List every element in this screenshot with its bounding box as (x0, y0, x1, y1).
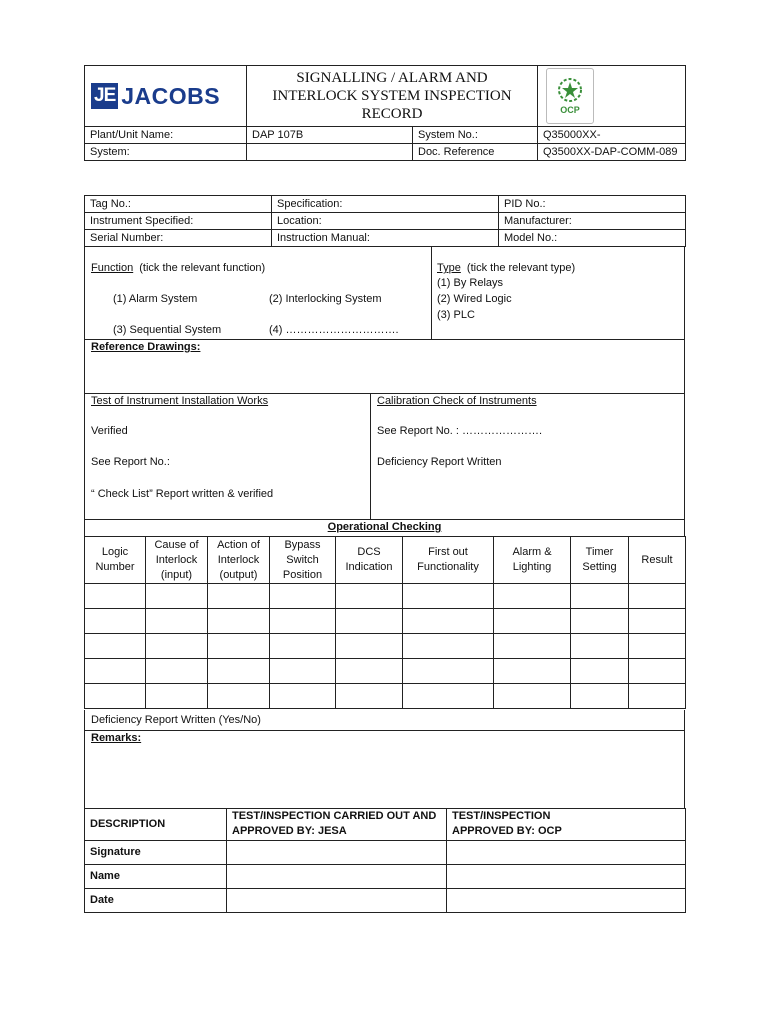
title-line-1: SIGNALLING / ALARM AND (296, 70, 488, 86)
table-cell[interactable] (208, 659, 270, 684)
calibration-deficiency: Deficiency Report Written (377, 456, 502, 468)
jacobs-logo-cell (85, 66, 247, 127)
table-row (85, 684, 686, 709)
type-title: Type (437, 262, 461, 274)
pid-no-field: PID No.: (499, 196, 686, 213)
table-cell[interactable] (85, 609, 146, 634)
signoff-table (84, 808, 686, 913)
table-cell[interactable] (571, 659, 629, 684)
table-cell[interactable] (629, 634, 686, 659)
type-heading (437, 262, 575, 274)
table-cell[interactable] (571, 584, 629, 609)
deficiency-report-row (84, 710, 685, 731)
installation-see-report: See Report No.: (91, 456, 170, 468)
table-cell[interactable] (494, 584, 571, 609)
table-cell[interactable] (85, 634, 146, 659)
serial-number-field: Serial Number: (85, 230, 272, 247)
ocp-signature-cell[interactable] (447, 840, 686, 864)
table-cell[interactable] (336, 659, 403, 684)
system-no-value: Q35000XX- (538, 127, 686, 144)
table-row (85, 659, 686, 684)
calibration-title: Calibration Check of Instruments (377, 395, 537, 407)
col-action-of-interlock: Action of Interlock (output) (208, 537, 270, 584)
col-dcs-indication: DCS Indication (336, 537, 403, 584)
specification-field: Specification: (272, 196, 499, 213)
doc-reference-value: Q3500XX-DAP-COMM-089 (538, 144, 686, 161)
function-option-4: (4) …………………………. (269, 324, 399, 336)
operational-table (84, 536, 686, 709)
ocp-approval-header: TEST/INSPECTION APPROVED BY: OCP (447, 808, 686, 840)
table-cell[interactable] (494, 634, 571, 659)
header-table (84, 65, 686, 161)
table-cell[interactable] (146, 609, 208, 634)
installation-checklist: “ Check List” Report written & verified (91, 488, 274, 500)
ocp-logo-text: OCP (560, 105, 580, 115)
installation-calibration-divider (370, 393, 371, 519)
col-cause-of-interlock: Cause of Interlock (input) (146, 537, 208, 584)
operational-title-row (84, 519, 685, 537)
table-cell[interactable] (571, 684, 629, 709)
title-line-2: INTERLOCK SYSTEM INSPECTION (272, 88, 512, 104)
function-section (84, 246, 685, 340)
document-title (247, 66, 538, 127)
ocp-emblem-icon (555, 77, 585, 105)
table-cell[interactable] (403, 609, 494, 634)
table-cell[interactable] (403, 684, 494, 709)
reference-drawings-label: Reference Drawings: (91, 341, 201, 353)
installation-calibration-section (84, 393, 685, 520)
table-cell[interactable] (270, 659, 336, 684)
location-field: Location: (272, 213, 499, 230)
remarks-label: Remarks: (91, 732, 142, 744)
installation-verified: Verified (91, 425, 128, 437)
table-cell[interactable] (146, 659, 208, 684)
table-cell[interactable] (571, 609, 629, 634)
reference-drawings-section (84, 339, 685, 394)
function-hint: (tick the relevant function) (139, 262, 266, 274)
table-cell[interactable] (336, 609, 403, 634)
type-option-2: (2) Wired Logic (437, 293, 512, 305)
table-cell[interactable] (494, 609, 571, 634)
table-cell[interactable] (85, 684, 146, 709)
table-cell[interactable] (403, 659, 494, 684)
col-result: Result (629, 537, 686, 584)
type-option-3: (3) PLC (437, 309, 475, 321)
model-no-field: Model No.: (499, 230, 686, 247)
function-option-3: (3) Sequential System (113, 324, 222, 336)
table-cell[interactable] (208, 634, 270, 659)
jesa-date-cell[interactable] (227, 888, 447, 912)
manufacturer-field: Manufacturer: (499, 213, 686, 230)
table-cell[interactable] (336, 634, 403, 659)
title-line-3: RECORD (361, 106, 423, 122)
date-label: Date (85, 888, 227, 912)
table-row (85, 609, 686, 634)
jacobs-logo-text: JACOBS (121, 82, 221, 109)
table-cell[interactable] (270, 634, 336, 659)
table-cell[interactable] (208, 584, 270, 609)
ocp-name-cell[interactable] (447, 864, 686, 888)
jesa-name-cell[interactable] (227, 864, 447, 888)
col-logic-number: Logic Number (85, 537, 146, 584)
type-hint: (tick the relevant type) (466, 262, 576, 274)
deficiency-report-label: Deficiency Report Written (Yes/No) (91, 714, 261, 726)
remarks-section (84, 730, 685, 809)
system-no-label: System No.: (413, 127, 538, 144)
col-bypass-switch: Bypass Switch Position (270, 537, 336, 584)
table-cell[interactable] (494, 659, 571, 684)
function-option-1: (1) Alarm System (113, 293, 198, 305)
table-cell[interactable] (629, 609, 686, 634)
doc-reference-label: Doc. Reference (413, 144, 538, 161)
table-cell[interactable] (270, 584, 336, 609)
table-cell[interactable] (270, 684, 336, 709)
table-cell[interactable] (629, 659, 686, 684)
tag-no-field: Tag No.: (85, 196, 272, 213)
table-cell[interactable] (85, 659, 146, 684)
table-cell[interactable] (208, 609, 270, 634)
instruction-manual-field: Instruction Manual: (272, 230, 499, 247)
function-heading (91, 262, 265, 274)
function-option-2: (2) Interlocking System (269, 293, 382, 305)
ocp-date-cell[interactable] (447, 888, 686, 912)
function-type-divider (431, 246, 432, 339)
description-header: DESCRIPTION (85, 808, 227, 840)
table-cell[interactable] (208, 684, 270, 709)
jesa-signature-cell[interactable] (227, 840, 447, 864)
calibration-see-report: See Report No. : …………………. (377, 425, 543, 437)
table-cell[interactable] (629, 584, 686, 609)
operational-header-row (85, 537, 686, 584)
instrument-info-table (84, 195, 686, 247)
type-option-1: (1) By Relays (437, 277, 504, 289)
table-cell[interactable] (336, 584, 403, 609)
name-label: Name (85, 864, 227, 888)
plant-unit-label: Plant/Unit Name: (85, 127, 247, 144)
table-cell[interactable] (494, 684, 571, 709)
operational-title: Operational Checking (327, 521, 442, 533)
table-cell[interactable] (146, 584, 208, 609)
jacobs-logo (91, 83, 240, 110)
table-cell[interactable] (336, 684, 403, 709)
table-cell[interactable] (85, 584, 146, 609)
col-timer-setting: Timer Setting (571, 537, 629, 584)
table-cell[interactable] (270, 609, 336, 634)
col-alarm-lighting: Alarm & Lighting (494, 537, 571, 584)
plant-unit-value: DAP 107B (247, 127, 413, 144)
function-title: Function (91, 262, 134, 274)
table-cell[interactable] (403, 584, 494, 609)
signature-label: Signature (85, 840, 227, 864)
installation-title: Test of Instrument Installation Works (91, 395, 269, 407)
col-first-out: First out Functionality (403, 537, 494, 584)
jacobs-logo-mark: JE (91, 83, 118, 109)
table-row (85, 584, 686, 609)
jesa-approval-header: TEST/INSPECTION CARRIED OUT AND APPROVED BY: JESA (227, 808, 447, 840)
system-value (247, 144, 413, 161)
ocp-logo (546, 68, 594, 124)
instrument-specified-field: Instrument Specified: (85, 213, 272, 230)
table-cell[interactable] (403, 634, 494, 659)
table-cell[interactable] (629, 684, 686, 709)
ocp-logo-cell (538, 66, 686, 127)
table-cell[interactable] (146, 634, 208, 659)
table-cell[interactable] (571, 634, 629, 659)
table-cell[interactable] (146, 684, 208, 709)
table-row (85, 634, 686, 659)
system-label: System: (85, 144, 247, 161)
